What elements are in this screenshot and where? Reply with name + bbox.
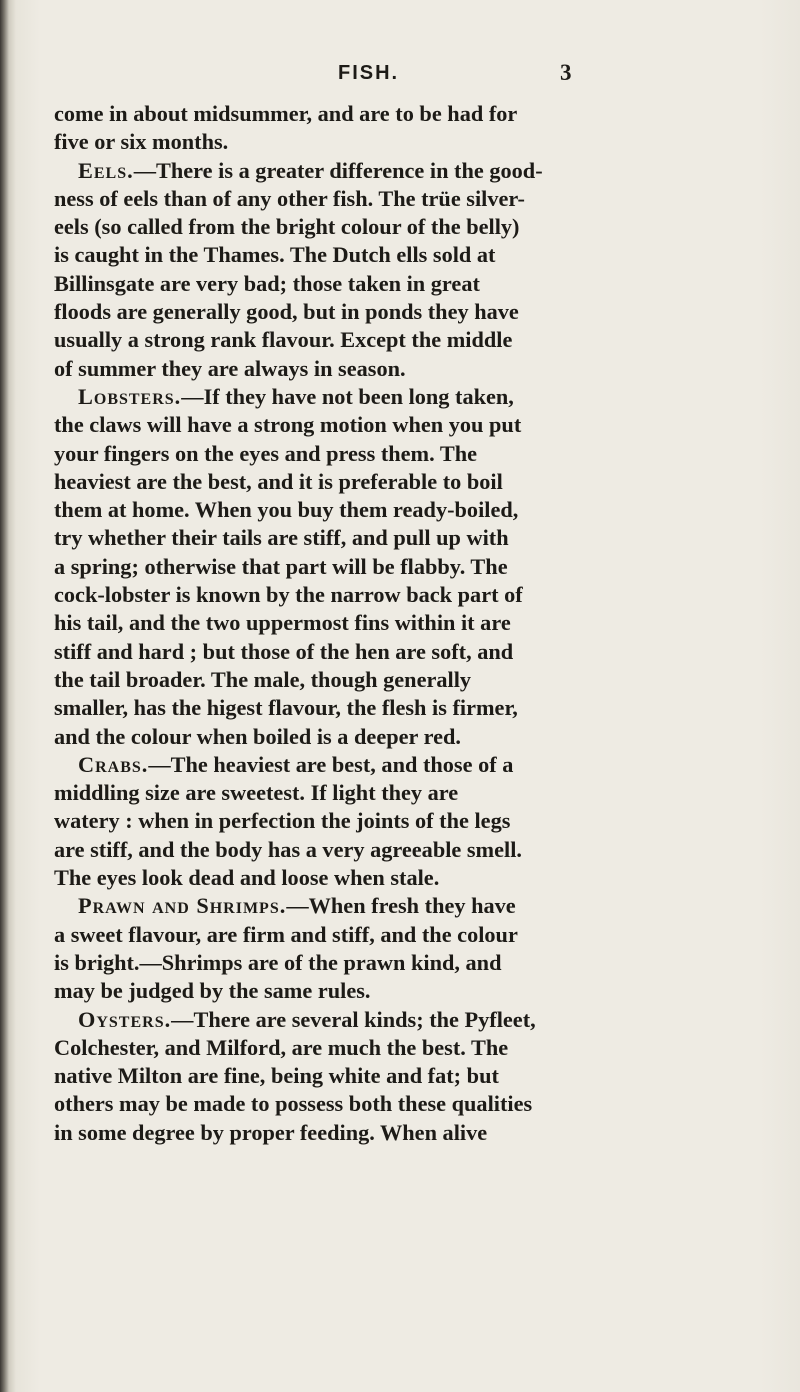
page-number: 3 (560, 60, 572, 85)
text-line: others may be made to possess both these qualities (54, 1091, 533, 1117)
text-line: is bright.—Shrimps are of the prawn kind, and (54, 949, 502, 975)
text-line: come in about midsummer, and are to be had for (54, 101, 518, 126)
text-line: watery : when in perfection the joints of the legs (54, 808, 511, 834)
text-line: eels (so called from the bright colour of the belly) (54, 214, 520, 240)
text-line: five or six months. (54, 129, 229, 155)
text-line: try whether their tails are stiff, and pull up with (54, 525, 509, 551)
text-line: —There is a greater difference in the good- (133, 157, 543, 183)
section-heading-lobsters: Lobsters. (78, 383, 182, 409)
text-line: in some degree by proper feeding. When alive (54, 1119, 488, 1145)
text-line: —If they have not been long taken, (181, 383, 514, 409)
text-line: native Milton are fine, being white and fat; but (54, 1063, 499, 1089)
paragraph-start-oysters (54, 1006, 744, 1034)
section-heading-crabs: Crabs. (78, 751, 149, 777)
text-line: floods are generally good, but in ponds they have (54, 299, 519, 325)
paragraph-start-eels (54, 157, 744, 185)
text-line: his tail, and the two uppermost fins within it are (54, 610, 511, 636)
text-line: Colchester, and Milford, are much the best. The (54, 1034, 509, 1060)
body-text (54, 100, 744, 1147)
text-line: are stiff, and the body has a very agreeable smell. (54, 836, 522, 862)
text-line: heaviest are the best, and it is preferable to boil (54, 468, 503, 494)
text-line: —The heaviest are best, and those of a (148, 751, 514, 777)
text-line: usually a strong rank flavour. Except the middle (54, 327, 513, 353)
section-heading-eels: Eels. (78, 157, 134, 183)
text-line: them at home. When you buy them ready-boiled, (54, 497, 519, 523)
text-line: Billinsgate are very bad; those taken in great (54, 270, 480, 296)
text-line: the claws will have a strong motion when you put (54, 412, 522, 438)
text-line: ness of eels than of any other fish. The trüe silver- (54, 185, 525, 211)
text-line: the tail broader. The male, though generally (54, 666, 472, 692)
section-heading-oysters: Oysters. (78, 1006, 172, 1032)
text-line: middling size are sweetest. If light they are (54, 780, 459, 806)
paragraph-start-lobsters (54, 383, 744, 411)
paragraph-start-crabs (54, 751, 744, 779)
text-line: and the colour when boiled is a deeper red. (54, 723, 461, 749)
text-line: your fingers on the eyes and press them. The (54, 440, 478, 466)
text-line: is caught in the Thames. The Dutch ells sold at (54, 242, 496, 268)
text-line: cock-lobster is known by the narrow back part of (54, 582, 523, 608)
text-line: of summer they are always in season. (54, 355, 406, 381)
text-line: stiff and hard ; but those of the hen are soft, and (54, 638, 514, 664)
text-line: a spring; otherwise that part will be flabby. The (54, 553, 508, 579)
text-line: —When fresh they have (286, 893, 516, 919)
text-line: a sweet flavour, are firm and stiff, and the colour (54, 921, 518, 947)
text-line: may be judged by the same rules. (54, 978, 371, 1004)
page-header (0, 60, 800, 90)
running-head: FISH. (338, 62, 400, 84)
text-line: —There are several kinds; the Pyfleet, (171, 1006, 536, 1032)
text-line: smaller, has the higest flavour, the flesh is firmer, (54, 695, 518, 721)
section-heading-prawns: Prawn and Shrimps. (78, 893, 287, 919)
paragraph-start-prawns (54, 892, 744, 920)
text-line: The eyes look dead and loose when stale. (54, 865, 440, 891)
